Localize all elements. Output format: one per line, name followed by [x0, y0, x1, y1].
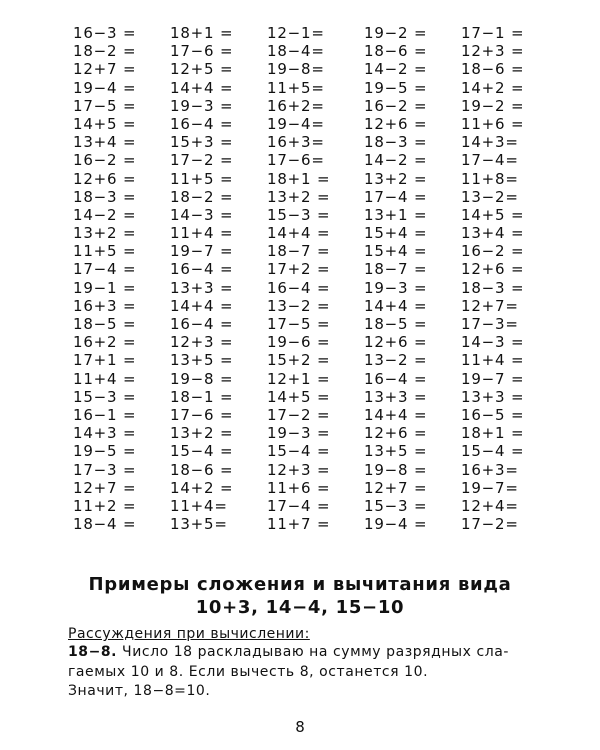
exercise-item: 11+4 =: [170, 224, 234, 243]
exercise-item: 13+2 =: [170, 424, 234, 443]
exercise-item: 15−4 =: [170, 442, 234, 461]
exercise-item: 12+3 =: [461, 42, 525, 61]
page-number: 8: [295, 718, 305, 736]
exercise-item: 12+6 =: [364, 114, 428, 133]
exercise-item: 12+7 =: [364, 478, 428, 497]
exercise-item: 17−1 =: [461, 24, 525, 42]
exercise-item: 14−2 =: [364, 60, 428, 79]
exercise-item: 12+6 =: [73, 169, 137, 188]
exercise-item: 11+6 =: [267, 478, 331, 497]
exercise-item: 16+3=: [461, 460, 519, 479]
exercise-item: 16−2 =: [461, 242, 525, 261]
exercise-item: 14+5 =: [267, 387, 331, 406]
exercise-item: 15+3 =: [170, 133, 234, 152]
exercise-item: 16−5 =: [461, 405, 525, 424]
exercise-item: 17−4 =: [73, 260, 137, 279]
reasoning-heading: Рассуждения при вычислении:: [68, 626, 310, 642]
exercise-item: 14+2 =: [170, 478, 234, 497]
exercise-item: 17−5 =: [73, 96, 137, 115]
exercise-item: 13+5 =: [364, 442, 428, 461]
exercise-item: 14+4 =: [267, 224, 331, 243]
exercise-item: 17−2 =: [170, 151, 234, 170]
exercise-item: 12+6 =: [461, 260, 525, 279]
explanation-line-3: Значит, 18−8=10.: [68, 683, 211, 699]
exercise-item: 18+1 =: [170, 24, 234, 42]
exercise-item: 19−3 =: [267, 424, 331, 443]
exercise-item: 17−6 =: [170, 42, 234, 61]
exercise-item: 16−3 =: [73, 24, 137, 42]
example-expression: 18−8.: [68, 644, 118, 660]
exercise-item: 19−7 =: [170, 242, 234, 261]
exercise-item: 16−1 =: [73, 405, 137, 424]
exercise-item: 17−3 =: [73, 460, 137, 479]
exercise-item: 19−4 =: [364, 515, 428, 534]
exercise-item: 16−4 =: [364, 369, 428, 388]
exercise-item: 13+2 =: [364, 169, 428, 188]
exercise-item: 11+2 =: [73, 496, 137, 515]
exercise-item: 12+6 =: [364, 424, 428, 443]
section-title: Примеры сложения и вычитания вида: [88, 574, 512, 595]
exercise-item: 16+3 =: [73, 296, 137, 315]
exercise-item: 19−4 =: [73, 78, 137, 97]
exercise-item: 13+1 =: [364, 205, 428, 224]
exercise-item: 13−2 =: [364, 351, 428, 370]
exercise-item: 17−4 =: [267, 496, 331, 515]
exercise-item: 11+4 =: [73, 369, 137, 388]
exercise-item: 16−4 =: [267, 278, 331, 297]
exercise-item: 19−5 =: [364, 78, 428, 97]
exercise-item: 16−4 =: [170, 260, 234, 279]
exercise-item: 14−2 =: [364, 151, 428, 170]
exercise-item: 19−8 =: [170, 369, 234, 388]
exercise-item: 14+4 =: [364, 296, 428, 315]
exercise-item: 11+7 =: [267, 515, 331, 534]
exercise-item: 18−6 =: [461, 60, 525, 79]
exercise-item: 18+1 =: [267, 169, 331, 188]
exercise-item: 17−2=: [461, 515, 519, 534]
exercise-item: 18−3 =: [364, 133, 428, 152]
exercise-item: 12+1 =: [267, 369, 331, 388]
exercise-item: 14+3=: [461, 133, 519, 152]
exercise-item: 13+3 =: [170, 278, 234, 297]
exercise-item: 11+4 =: [461, 351, 525, 370]
exercise-item: 14−2 =: [73, 205, 137, 224]
explanation-line-2: гаемых 10 и 8. Если вычесть 8, останется 10.: [68, 663, 429, 680]
exercise-item: 15−4 =: [461, 442, 525, 461]
exercise-item: 19−2 =: [461, 96, 525, 115]
exercise-item: 18−7 =: [267, 242, 331, 261]
exercise-item: 11+8=: [461, 169, 519, 188]
exercise-item: 15−3 =: [364, 496, 428, 515]
exercise-item: 12+7=: [461, 296, 519, 315]
exercise-item: 12+3 =: [170, 333, 234, 352]
exercise-item: 13+2 =: [73, 224, 137, 243]
exercise-item: 16−4 =: [170, 315, 234, 333]
exercise-item: 16−2 =: [364, 96, 428, 115]
explanation-line-1: Число 18 раскладываю на сумму разрядных сла-: [122, 644, 509, 660]
exercise-item: 17−2 =: [267, 405, 331, 424]
exercise-item: 15−4 =: [267, 442, 331, 461]
exercise-item: 14+2 =: [461, 78, 525, 97]
exercise-item: 18−6 =: [364, 42, 428, 61]
exercise-item: 11+5 =: [170, 169, 234, 188]
exercise-item: 13+4 =: [461, 224, 525, 243]
exercise-item: 16+2 =: [73, 333, 137, 352]
exercise-item: 19−3 =: [170, 96, 234, 115]
exercise-item: 15+4 =: [364, 224, 428, 243]
exercise-item: 19−1 =: [73, 278, 137, 297]
exercise-item: 17−6=: [267, 151, 325, 170]
exercise-item: 12+7 =: [73, 60, 137, 79]
exercise-item: 18−2 =: [170, 187, 234, 206]
exercise-item: 13−2=: [461, 187, 519, 206]
reasoning-paragraph: [68, 643, 538, 702]
exercise-item: 14+5 =: [73, 114, 137, 133]
exercise-item: 11+5 =: [73, 242, 137, 261]
exercise-item: 18−3 =: [461, 278, 525, 297]
section-title-examples: 10+3, 14−4, 15−10: [195, 597, 405, 618]
exercise-item: 18−4=: [267, 42, 325, 61]
exercise-item: 17+2 =: [267, 260, 331, 279]
exercise-item: 19−3 =: [364, 278, 428, 297]
exercise-item: 12−1=: [267, 24, 325, 42]
exercise-item: 13+2 =: [267, 187, 331, 206]
exercise-item: 18−1 =: [170, 387, 234, 406]
exercise-item: 14+4 =: [170, 296, 234, 315]
exercise-item: 19−6 =: [267, 333, 331, 352]
exercise-item: 16−4 =: [170, 114, 234, 133]
exercise-item: 12+3 =: [267, 460, 331, 479]
exercise-item: 11+4=: [170, 496, 228, 515]
exercise-item: 13+5 =: [170, 351, 234, 370]
exercise-item: 15−3 =: [267, 205, 331, 224]
exercise-item: 18−6 =: [170, 460, 234, 479]
exercise-item: 18−5 =: [73, 315, 137, 333]
exercise-item: 13+3 =: [461, 387, 525, 406]
exercise-item: 15+2 =: [267, 351, 331, 370]
exercise-item: 17−5 =: [267, 315, 331, 333]
exercise-item: 18−4 =: [73, 515, 137, 534]
exercise-item: 16+2=: [267, 96, 325, 115]
exercise-item: 14−3 =: [170, 205, 234, 224]
exercise-item: 14−3 =: [461, 333, 525, 352]
exercise-item: 19−8 =: [364, 460, 428, 479]
exercise-item: 19−7 =: [461, 369, 525, 388]
exercise-item: 15+4 =: [364, 242, 428, 261]
exercise-item: 14+4 =: [364, 405, 428, 424]
exercise-item: 18−5 =: [364, 315, 428, 333]
exercise-item: 17−4=: [461, 151, 519, 170]
exercise-item: 13+5=: [170, 515, 228, 534]
exercise-item: 18+1 =: [461, 424, 525, 443]
exercise-item: 14+3 =: [73, 424, 137, 443]
exercise-item: 14+4 =: [170, 78, 234, 97]
exercise-item: 19−2 =: [364, 24, 428, 42]
exercise-item: 18−3 =: [73, 187, 137, 206]
exercise-item: 13+3 =: [364, 387, 428, 406]
exercise-item: 19−5 =: [73, 442, 137, 461]
exercise-item: 11+6 =: [461, 114, 525, 133]
exercise-item: 15−3 =: [73, 387, 137, 406]
exercise-item: 16−2 =: [73, 151, 137, 170]
exercise-item: 18−7 =: [364, 260, 428, 279]
exercise-item: 17−6 =: [170, 405, 234, 424]
exercise-item: 12+7 =: [73, 478, 137, 497]
exercise-item: 11+5=: [267, 78, 325, 97]
exercise-item: 19−7=: [461, 478, 519, 497]
exercise-item: 18−2 =: [73, 42, 137, 61]
exercise-item: 12+4=: [461, 496, 519, 515]
exercise-item: 12+5 =: [170, 60, 234, 79]
exercise-item: 13+4 =: [73, 133, 137, 152]
exercise-item: 12+6 =: [364, 333, 428, 352]
exercise-item: 13−2 =: [267, 296, 331, 315]
exercise-item: 17−4 =: [364, 187, 428, 206]
exercise-item: 19−8=: [267, 60, 325, 79]
exercise-item: 19−4=: [267, 114, 325, 133]
exercise-grid: [73, 24, 558, 533]
exercise-item: 17−3=: [461, 315, 519, 333]
exercise-item: 17+1 =: [73, 351, 137, 370]
exercise-item: 14+5 =: [461, 205, 525, 224]
exercise-item: 16+3=: [267, 133, 325, 152]
